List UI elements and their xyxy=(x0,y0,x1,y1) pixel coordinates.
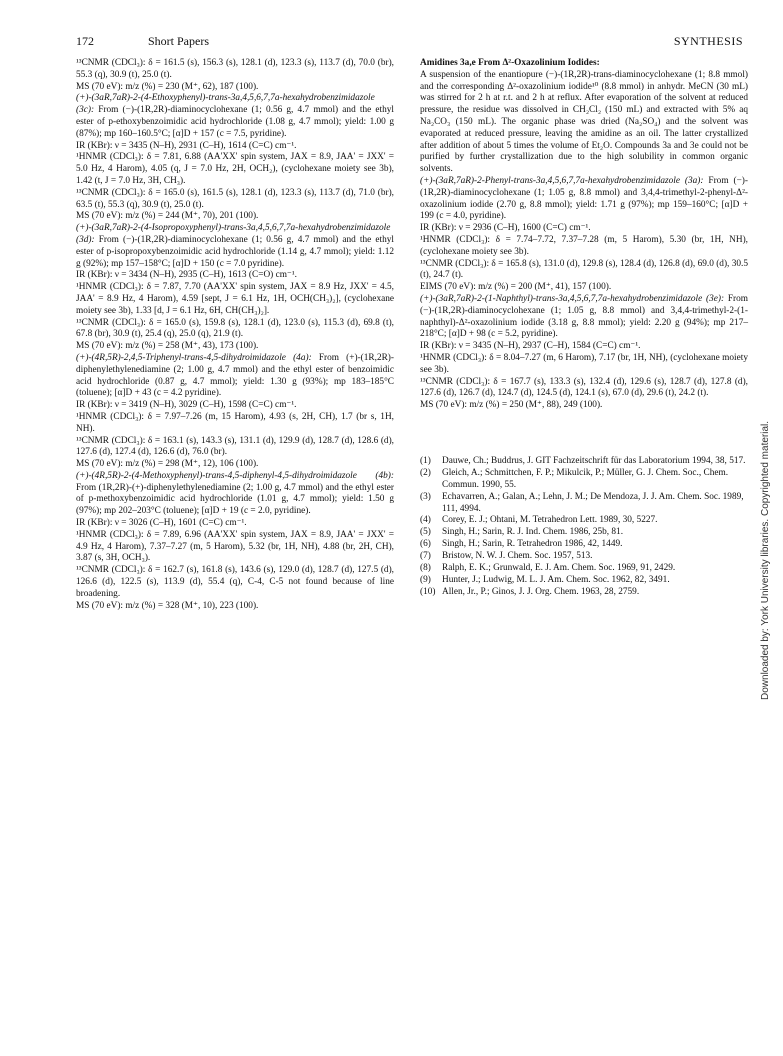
paragraph-text: From (−)-(1R,2R)-diaminocyclohexane (1; 0.56 g, 4.7 mmol) and the ethyl ester of p-isopropoxybenzoimidic acid hydrochloride (1.14 g, 4.7 mmol); yield: 1.12 g (92%); mp 157–158°C; [α]D + 150 (c = 7.0 pyridine). xyxy=(76,234,394,269)
paragraph-text: IR (KBr): ν = 3435 (N–H), 2937 (C–H), 1584 (C=C) cm⁻¹. xyxy=(420,341,641,352)
paragraph-text: ¹³CNMR (CDCl₃): δ = 162.7 (s), 161.8 (s), 143.6 (s), 129.0 (d), 128.7 (d), 127.5 (d), 126.6 (d), 122.5 (s), 113.9 (d), 55.4 (q), C-4, C-5 not found because of line broadening. xyxy=(76,565,394,599)
paragraph-text: MS (70 eV): m/z (%) = 258 (M⁺, 43), 173 (100). xyxy=(76,341,259,352)
paragraph-text: ¹HNMR (CDCl₃): δ = 8.04–7.27 (m, 6 Harom), 7.17 (br, 1H, NH), (cyclohexane moiety see 3b). xyxy=(420,352,748,375)
paragraph xyxy=(76,518,394,530)
reference-item xyxy=(420,551,748,563)
section-title: Short Papers xyxy=(148,34,209,48)
paragraph xyxy=(420,282,748,294)
reference-text: Ralph, E. K.; Grunwald, E. J. Am. Chem. Soc. 1969, 91, 2429. xyxy=(442,563,676,574)
paragraph-text: IR (KBr): ν = 2936 (C–H), 1600 (C=C) cm⁻¹. xyxy=(420,223,591,234)
reference-text: Singh, H.; Sarin, R. J. Ind. Chem. 1986, 25b, 81. xyxy=(442,527,624,538)
left-column xyxy=(76,58,394,612)
reference-text: Allen, Jr., P.; Ginos, J. J. Org. Chem. 1963, 28, 2759. xyxy=(442,586,640,597)
reference-item xyxy=(420,587,748,599)
reference-item xyxy=(420,456,748,468)
paragraph-text: A suspension of the enantiopure (−)-(1R,2R)-trans-diaminocyclohexane (1; 8.8 mmol) and the corresponding Δ²-oxazolinium iodide¹⁰ (8.8 mmol) in anhydr. MeCN (30 mL) was stirred for 2 h at r.t. and 2 h at reflux. After evaporation of the solvent at reduced pressure, the residue was dissolved in CH₂Cl₂ (150 mL) and extracted with 5% aq Na₂CO₃ (150 mL). The organic phase was dried (Na₂SO₄) and the solvent was evaporated at reduced pressure, leaving the amidine as an oil. The latter crystallized after addition of about 5 times the volume of Et₂O. Compounds 3a and 3e could not be purified by further crystallization due to the high solubility in common organic solvents. xyxy=(420,69,748,175)
reference-item xyxy=(420,563,748,575)
paragraph xyxy=(76,601,394,613)
paragraph-text: ¹³CNMR (CDCl₃): δ = 163.1 (s), 143.3 (s), 131.1 (d), 129.9 (d), 128.7 (d), 128.6 (d), 127.6 (d), 127.4 (d), 126.6 (d), 76.0 (br). xyxy=(76,435,394,458)
reference-number: (3) xyxy=(420,491,431,502)
paragraph-text: ¹³CNMR (CDCl₃): δ = 165.0 (s), 159.8 (s), 128.1 (d), 123.0 (s), 115.3 (d), 69.8 (t), 67.8 (br), 30.9 (t), 25.4 (q), 25.0 (q), 21.9 (t). xyxy=(76,317,394,340)
reference-item xyxy=(420,515,748,527)
paragraph-text: IR (KBr): ν = 3026 (C–H), 1601 (C=C) cm⁻¹. xyxy=(76,518,247,529)
paragraph xyxy=(76,341,394,353)
reference-item xyxy=(420,468,748,492)
paragraph-text: From (+)-(1R,2R)-diphenylethylenediamine (2; 1.00 g, 4.7 mmol) and the ethyl ester of benzoimidic acid hydrochloride (0.87 g, 4.7 mmol); yield: 1.30 g (93%); mp 183–185°C (toluene); [α]D + 43 (c = 4.2 pyridine). xyxy=(76,352,394,399)
reference-number: (1) xyxy=(420,455,431,466)
reference-text: Singh, H.; Sarin, R. Tetrahedron 1986, 42, 1449. xyxy=(442,539,623,550)
paragraph-text: ¹HNMR (CDCl₃): δ = 7.87, 7.70 (AA'XX' spin system, JAX = 8.9 Hz, JXX' = 4.5, JAA' = 8.9 Hz, 4 Harom), 4.59 [sept, J = 6.1 Hz, 1H, OCH(CH₃)₂], (cyclohexane moiety see 3b), 1.33 [d, J = 6.1 Hz, 6H, CH(CH₃)₂]. xyxy=(76,282,394,316)
paragraph-text: IR (KBr): ν = 3435 (N–H), 2931 (C–H), 1614 (C=C) cm⁻¹. xyxy=(76,140,297,151)
paragraph xyxy=(76,318,394,342)
paragraph-text: ¹³CNMR (CDCl₃): δ = 167.7 (s), 133.3 (s), 132.4 (d), 129.6 (s), 128.7 (d), 127.8 (d), 127.6 (d), 126.7 (d), 124.7 (d), 124.5 (d), 124.1 (s), 67.0 (d), 29.6 (t), 24.2 (t). xyxy=(420,376,748,399)
paragraph xyxy=(420,377,748,401)
paragraph-text: From (−)-(1R,2R)-diaminocyclohexane (1; 1.05 g, 8.8 mmol) and 3,4,4-trimethyl-2-(1-naphthyl)-Δ²-oxazolinium iodide (3.18 g, 8.8 mmol); yield: 2.20 g (94%); mp 217–218°C; [α]D + 98 (c = 5.2, pyridine). xyxy=(420,293,748,340)
reference-number: (2) xyxy=(420,467,431,478)
reference-number: (5) xyxy=(420,527,431,538)
paragraph xyxy=(76,93,394,140)
page-number: 172 xyxy=(76,34,94,48)
paragraph-text: MS (70 eV): m/z (%) = 250 (M⁺, 88), 249 (100). xyxy=(420,400,603,411)
reference-number: (9) xyxy=(420,574,431,585)
paragraph xyxy=(76,459,394,471)
paragraph xyxy=(420,70,748,176)
paragraph xyxy=(76,58,394,82)
paragraph xyxy=(76,282,394,317)
paragraph xyxy=(420,58,748,70)
journal-name: SYNTHESIS xyxy=(673,34,743,48)
compound-title: (+)-(4R,5R)-2,4,5-Triphenyl-trans-4,5-dihydroimidazole (4a): xyxy=(76,352,312,363)
reference-number: (7) xyxy=(420,551,431,562)
reference-item xyxy=(420,492,748,516)
paragraph-text: From (−)-(1R,2R)-diaminocyclohexane (1; 0.56 g, 4.7 mmol) and the ethyl ester of p-ethoxybenzoimidic acid hydrochloride (1.08 g, 4.7 mmol); yield: 1.00 g (87%); mp 160–160.5°C; [α]D + 157 (c = 7.5, pyridine). xyxy=(76,105,394,139)
paragraph xyxy=(76,223,394,270)
paragraph xyxy=(76,211,394,223)
paragraph xyxy=(76,141,394,153)
paragraph-text: IR (KBr): ν = 3434 (N–H), 2935 (C–H), 1613 (C=O) cm⁻¹. xyxy=(76,270,297,281)
paragraph-text: MS (70 eV): m/z (%) = 298 (M⁺, 12), 106 (100). xyxy=(76,459,259,470)
paragraph xyxy=(420,294,748,341)
reference-item xyxy=(420,539,748,551)
paragraph-text: ¹HNMR (CDCl₃): δ = 7.97–7.26 (m, 15 Harom), 4.93 (s, 2H, CH), 1.7 (br s, 1H, NH). xyxy=(76,411,394,434)
paragraph xyxy=(76,400,394,412)
reference-item xyxy=(420,575,748,587)
download-watermark: Downloaded by: York University libraries. Copyrighted material. xyxy=(760,420,771,700)
reference-text: Dauwe, Ch.; Buddrus, J. GIT Fachzeitschrift für das Laboratorium 1994, 38, 517. xyxy=(442,455,746,466)
reference-text: Bristow, N. W. J. Chem. Soc. 1957, 513. xyxy=(442,551,593,562)
reference-text: Hunter, J.; Ludwig, M. L. J. Am. Chem. Soc. 1962, 82, 3491. xyxy=(442,574,670,585)
paragraph-text: From (1R,2R)-(+)-diphenylethylenediamine (2; 1.00 g, 4.7 mmol) and the ethyl ester of p-methoxybenzoimidic acid hydrochloride (1.01 g, 4.7 mmol); yield: 1.50 g (97%); mp 202–203°C (toluene); [α]D + 19 (c = 2.0, pyridine). xyxy=(76,482,394,517)
paragraph xyxy=(76,530,394,565)
paragraph xyxy=(76,565,394,600)
reference-number: (4) xyxy=(420,515,431,526)
paragraph-text: MS (70 eV): m/z (%) = 244 (M⁺, 70), 201 (100). xyxy=(76,211,259,222)
paragraph xyxy=(76,188,394,212)
paragraph xyxy=(76,152,394,187)
paragraph-text: IR (KBr): ν = 3419 (N–H), 3029 (C–H), 1598 (C=C) cm⁻¹. xyxy=(76,400,297,411)
reference-text: Echavarren, A.; Galan, A.; Lehn, J. M.; De Mendoza, J. J. Am. Chem. Soc. 1989, 111, 4994. xyxy=(442,491,744,514)
paragraph xyxy=(76,82,394,94)
paragraph xyxy=(76,270,394,282)
reference-text: Corey, E. J.; Ohtani, M. Tetrahedron Lett. 1989, 30, 5227. xyxy=(442,515,658,526)
right-column xyxy=(420,58,748,599)
paragraph xyxy=(76,436,394,460)
reference-item xyxy=(420,527,748,539)
paragraph xyxy=(420,341,748,353)
right-column-body xyxy=(420,58,748,412)
compound-title: (+)-(4R,5R)-2-(4-Methoxyphenyl)-trans-4,5-diphenyl-4,5-dihydroimidazole (4b): xyxy=(76,470,394,481)
paragraph-text: EIMS (70 eV): m/z (%) = 200 (M⁺, 41), 157 (100). xyxy=(420,282,612,293)
paragraph xyxy=(420,235,748,259)
compound-title: (+)-(3aR,7aR)-2-Phenyl-trans-3a,4,5,6,7,7a-hexahydrobenzimidazole (3a): xyxy=(420,175,704,186)
reference-text: Gleich, A.; Schmittchen, F. P.; Mikulcik, P.; Müller, G. J. Chem. Soc., Chem. Commun. 1990, 55. xyxy=(442,467,729,490)
section-subheading: Amidines 3a,e From Δ²-Oxazolinium Iodides: xyxy=(420,58,600,68)
paragraph xyxy=(420,176,748,223)
reference-number: (10) xyxy=(420,586,436,597)
paragraph xyxy=(420,400,748,412)
paragraph-text: ¹HNMR (CDCl₃): δ = 7.81, 6.88 (AA'XX' spin system, JAX = 8.9, JAA' = JXX' = 5.0 Hz, 4 Harom), 4.05 (q, J = 7.0 Hz, 2H, OCH₂), (cyclohexane moiety see 3b), 1.42 (t, J = 7.0 Hz, 3H, CH₃). xyxy=(76,152,394,186)
paragraph xyxy=(420,223,748,235)
paragraph xyxy=(76,471,394,518)
paragraph xyxy=(76,412,394,436)
compound-title: (+)-(3aR,7aR)-2-(4-Isopropoxyphenyl)-trans-3a,4,5,6,7,7a-hexahydrobenzimidazole (3d): xyxy=(76,223,391,245)
compound-title: (+)-(3aR,7aR)-2-(1-Naphthyl)-trans-3a,4,5,6,7,7a-hexahydrobenzimidazole (3e): xyxy=(420,293,725,304)
paragraph-text: ¹³CNMR (CDCl₃): δ = 165.0 (s), 161.5 (s), 128.1 (d), 123.3 (s), 113.7 (d), 71.0 (br), 63.5 (t), 55.3 (q), 30.9 (t), 25.0 (t). xyxy=(76,187,394,210)
reference-number: (8) xyxy=(420,563,431,574)
reference-number: (6) xyxy=(420,539,431,550)
page-header xyxy=(76,34,743,50)
paragraph-text: MS (70 eV): m/z (%) = 230 (M⁺, 62), 187 (100). xyxy=(76,81,259,92)
paragraph-text: ¹HNMR (CDCl₃): δ = 7.89, 6.96 (AA'XX' spin system, JAX = 8.9, JAA' = JXX' = 4.9 Hz, 4 Harom), 7.37–7.27 (m, 5 Harom), 5.32 (br, 1H, NH), 4.88 (br, 2H, CH), 3.87 (s, 3H, OCH₃). xyxy=(76,529,394,564)
references-list xyxy=(420,456,748,599)
paragraph xyxy=(76,353,394,400)
paragraph xyxy=(420,353,748,377)
paragraph-text: From (−)-(1R,2R)-diaminocyclohexane (1; 1.05 g, 8.8 mmol) and 3,4,4-trimethyl-2-phenyl-Δ²-oxazolinium iodide (2.70 g, 8.8 mmol); yield: 1.71 g (97%); mp 159–160°C; [α]D + 199 (c = 4.0, pyridine). xyxy=(420,175,748,222)
paragraph-text: ¹³CNMR (CDCl₃): δ = 161.5 (s), 156.3 (s), 128.1 (d), 123.3 (s), 113.7 (d), 70.0 (br), 55.3 (q), 30.9 (t), 25.0 (t). xyxy=(76,58,394,80)
paragraph-text: ¹³CNMR (CDCl₃): δ = 165.8 (s), 131.0 (d), 129.8 (s), 128.4 (d), 126.8 (d), 69.0 (d), 30.5 (t), 24.7 (t). xyxy=(420,258,748,281)
compound-title: (+)-(3aR,7aR)-2-(4-Ethoxyphenyl)-trans-3a,4,5,6,7,7a-hexahydrobenzimidazole (3c): xyxy=(76,93,375,116)
paragraph-text: ¹HNMR (CDCl₃): δ = 7.74–7.72, 7.37–7.28 (m, 5 Harom), 5.30 (br, 1H, NH), (cyclohexane moiety see 3b). xyxy=(420,234,748,257)
paragraph xyxy=(420,259,748,283)
paragraph-text: MS (70 eV): m/z (%) = 328 (M⁺, 10), 223 (100). xyxy=(76,600,259,611)
